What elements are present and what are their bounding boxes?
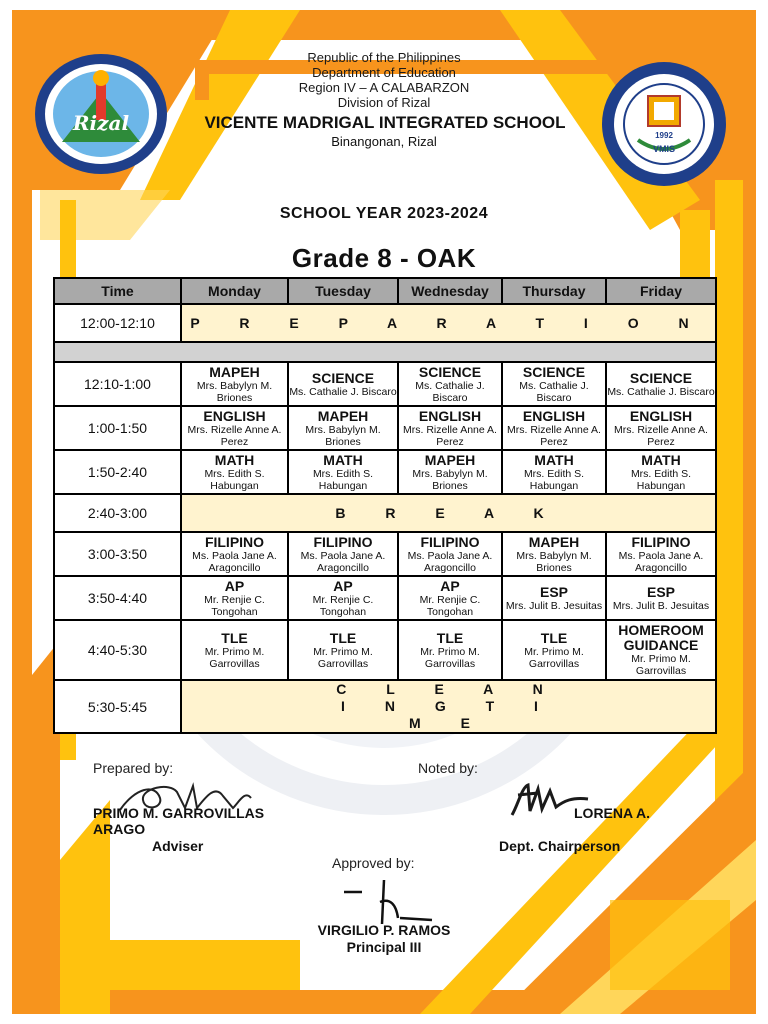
time-cell: 5:30-5:45 <box>54 680 181 733</box>
teacher-name: Mr. Primo M. Garrovillas <box>204 645 265 670</box>
teacher-name: Mrs. Rizelle Anne A. Perez <box>614 423 708 448</box>
class-cell <box>502 450 606 494</box>
subject-name: TLE <box>540 629 568 646</box>
region-line: Region IV – A CALABARZON <box>298 80 470 95</box>
class-cell <box>398 576 502 620</box>
table-row <box>54 620 716 680</box>
teacher-name: Mrs. Edith S. Habungan <box>523 467 585 492</box>
table-row <box>54 576 716 620</box>
teacher-name: Mrs. Edith S. Habungan <box>630 467 692 492</box>
class-cell <box>606 532 716 576</box>
class-cell <box>606 450 716 494</box>
teacher-name: Mr. Renjie C. Tongohan <box>312 593 374 618</box>
teacher-name: Mr. Renjie C. Tongohan <box>204 593 265 618</box>
teacher-name: Mr. Primo M. Garrovillas <box>420 645 480 670</box>
table-header-row <box>54 278 716 304</box>
teacher-name: Mrs. Babylyn M. Briones <box>516 549 592 574</box>
subject-name: AP <box>440 577 460 594</box>
time-cell: 12:00-12:10 <box>54 304 181 342</box>
class-cell <box>606 362 716 406</box>
subject-name: TLE <box>221 629 248 646</box>
principal-role: Principal III <box>346 939 422 955</box>
teacher-name: Ms. Paola Jane A. Aragoncillo <box>618 549 704 574</box>
col-header-monday: Monday <box>181 278 288 304</box>
class-cell <box>502 406 606 450</box>
class-cell <box>288 406 398 450</box>
class-cell <box>181 362 288 406</box>
teacher-name: Mr. Primo M. Garrovillas <box>631 653 691 677</box>
time-cell: 3:50-4:40 <box>54 576 181 620</box>
class-cell <box>502 576 606 620</box>
teacher-name: Mrs. Rizelle Anne A. Perez <box>187 423 282 448</box>
subject-name: MATH <box>323 451 363 468</box>
subject-name: FILIPINO <box>313 533 373 550</box>
school-town: Binangonan, Rizal <box>331 134 437 149</box>
noted-by-label: Noted by: <box>418 760 478 776</box>
subject-name: MAPEH <box>424 451 476 468</box>
vmis-abbr-text: VMIS <box>652 144 676 154</box>
subject-name: ESP <box>539 583 568 600</box>
class-cell <box>288 362 398 406</box>
subject-name: ENGLISH <box>203 407 266 424</box>
teacher-name: Mrs. Babylyn M. Briones <box>305 423 381 448</box>
class-cell <box>502 532 606 576</box>
class-cell <box>398 362 502 406</box>
school-year: SCHOOL YEAR 2023-2024 <box>279 205 489 222</box>
teacher-name: Ms. Cathalie J. Biscaro <box>607 385 715 398</box>
class-cell <box>181 532 288 576</box>
teacher-name: Ms. Paola Jane A. Aragoncillo <box>300 549 386 574</box>
prepared-by-label: Prepared by: <box>93 760 174 776</box>
break-banner: B R E A K <box>181 494 716 532</box>
republic-line: Republic of the Philippines <box>307 50 461 65</box>
table-row <box>54 450 716 494</box>
subject-name: AP <box>224 577 245 594</box>
page-title: Grade 8 - OAK <box>291 243 477 273</box>
teacher-name: Mr. Primo M. Garrovillas <box>524 645 584 670</box>
time-cell: 12:10-1:00 <box>54 362 181 406</box>
vmis-year-text: 1992 <box>655 131 673 140</box>
class-cell <box>606 406 716 450</box>
school-name: VICENTE MADRIGAL INTEGRATED SCHOOL <box>204 113 566 132</box>
table-row <box>54 494 716 532</box>
subject-name: FILIPINO <box>204 533 265 550</box>
class-schedule-table <box>53 277 717 734</box>
subject-name: ESP <box>646 583 675 600</box>
teacher-name: Mrs. Julit B. Jesuitas <box>612 599 710 612</box>
table-row <box>54 304 716 342</box>
class-cell <box>398 620 502 680</box>
subject-name: SCIENCE <box>522 363 586 380</box>
time-cell: 2:40-3:00 <box>54 494 181 532</box>
subject-name: MAPEH <box>209 363 260 380</box>
teacher-name: Ms. Cathalie J. Biscaro <box>519 379 589 404</box>
col-header-friday: Friday <box>606 278 716 304</box>
teacher-name: Mr. Renjie C. Tongohan <box>419 593 481 618</box>
division-line: Division of Rizal <box>337 95 431 110</box>
preparation-banner: P R E P A R A T I O N <box>181 304 716 342</box>
class-cell <box>181 620 288 680</box>
subject-name: MATH <box>641 451 681 468</box>
cleaning-banner: C L E A N I N G T I M E <box>181 680 716 733</box>
time-cell: 3:00-3:50 <box>54 532 181 576</box>
teacher-name: Ms. Cathalie J. Biscaro <box>289 385 397 398</box>
teacher-name: Mrs. Edith S. Habungan <box>204 467 265 492</box>
teacher-name: Mrs. Babylyn M. Briones <box>412 467 488 492</box>
subject-name: SCIENCE <box>311 369 375 386</box>
dept-chair-surname: ARAGO <box>93 821 146 837</box>
class-cell <box>606 620 716 680</box>
class-cell <box>181 406 288 450</box>
subject-name: MAPEH <box>528 533 580 550</box>
class-cell <box>502 620 606 680</box>
teacher-name: Mrs. Julit B. Jesuitas <box>505 599 603 612</box>
principal-signature-icon <box>340 878 440 928</box>
teacher-name: Mrs. Babylyn M. Briones <box>196 379 273 404</box>
subject-name: ENGLISH <box>522 407 586 424</box>
table-row <box>54 532 716 576</box>
subject-name: TLE <box>436 629 464 646</box>
subject-name: FILIPINO <box>420 533 480 550</box>
class-cell <box>181 576 288 620</box>
class-cell <box>398 450 502 494</box>
subject-name: SCIENCE <box>629 369 693 386</box>
subject-name: SCIENCE <box>418 363 482 380</box>
teacher-name: Ms. Paola Jane A. Aragoncillo <box>192 549 277 574</box>
class-cell <box>502 362 606 406</box>
agency-header <box>170 50 598 110</box>
col-header-thursday: Thursday <box>502 278 606 304</box>
teacher-name: Mrs. Rizelle Anne A. Perez <box>507 423 601 448</box>
approved-by-label: Approved by: <box>332 855 415 871</box>
col-header-time: Time <box>54 278 181 304</box>
subject-name: ENGLISH <box>418 407 482 424</box>
rizal-text: Rizal <box>72 111 130 135</box>
teacher-name: Mrs. Rizelle Anne A. Perez <box>403 423 497 448</box>
dept-chair-name: LORENA A. <box>574 805 650 821</box>
adviser-name: PRIMO M. GARROVILLAS <box>93 805 265 821</box>
adviser-role: Adviser <box>152 838 204 854</box>
subject-name: MAPEH <box>317 407 369 424</box>
subject-name: HOMEROOM GUIDANCE <box>618 622 704 653</box>
class-cell <box>398 406 502 450</box>
teacher-name: Mr. Primo M. Garrovillas <box>313 645 373 670</box>
time-cell: 1:50-2:40 <box>54 450 181 494</box>
class-cell <box>288 450 398 494</box>
class-cell <box>398 532 502 576</box>
class-cell <box>288 576 398 620</box>
subject-name: FILIPINO <box>631 533 691 550</box>
teacher-name: Ms. Cathalie J. Biscaro <box>415 379 485 404</box>
col-header-tuesday: Tuesday <box>288 278 398 304</box>
department-line: Department of Education <box>312 65 456 80</box>
subject-name: ENGLISH <box>629 407 693 424</box>
table-spacer-row <box>54 342 716 362</box>
subject-name: MATH <box>214 451 255 468</box>
teacher-name: Mrs. Edith S. Habungan <box>312 467 374 492</box>
principal-name: VIRGILIO P. RAMOS <box>317 922 451 938</box>
subject-name: TLE <box>329 629 357 646</box>
subject-name: MATH <box>534 451 574 468</box>
table-row <box>54 680 716 733</box>
teacher-name: Ms. Paola Jane A. Aragoncillo <box>407 549 493 574</box>
class-cell <box>606 576 716 620</box>
col-header-wednesday: Wednesday <box>398 278 502 304</box>
time-cell: 1:00-1:50 <box>54 406 181 450</box>
time-cell: 4:40-5:30 <box>54 620 181 680</box>
class-cell <box>288 620 398 680</box>
class-cell <box>181 450 288 494</box>
dept-chair-role: Dept. Chairperson <box>499 838 621 854</box>
table-row <box>54 406 716 450</box>
subject-name: AP <box>333 577 353 594</box>
table-row <box>54 362 716 406</box>
class-cell <box>288 532 398 576</box>
